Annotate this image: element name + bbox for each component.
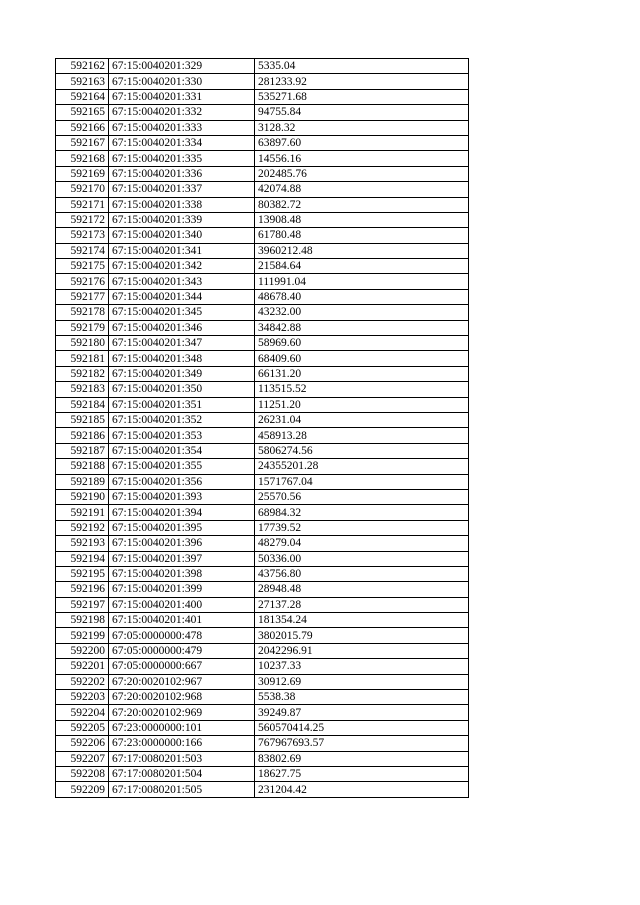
row-number-cell: 592190 xyxy=(56,489,109,504)
table-row xyxy=(56,397,469,412)
table-row xyxy=(56,59,469,74)
row-number-cell: 592184 xyxy=(56,397,109,412)
cadastral-number-cell: 67:20:0020102:969 xyxy=(109,705,255,720)
table-row xyxy=(56,212,469,227)
table-row xyxy=(56,674,469,689)
cadastral-number-cell: 67:15:0040201:332 xyxy=(109,105,255,120)
cadastral-number-cell: 67:15:0040201:398 xyxy=(109,566,255,581)
cadastral-number-cell: 67:15:0040201:396 xyxy=(109,536,255,551)
value-cell: 11251.20 xyxy=(255,397,469,412)
cadastral-number-cell: 67:15:0040201:399 xyxy=(109,582,255,597)
row-number-cell: 592166 xyxy=(56,120,109,135)
value-cell: 3802015.79 xyxy=(255,628,469,643)
value-cell: 281233.92 xyxy=(255,74,469,89)
cadastral-number-cell: 67:15:0040201:393 xyxy=(109,489,255,504)
row-number-cell: 592198 xyxy=(56,613,109,628)
table-row xyxy=(56,643,469,658)
cadastral-number-cell: 67:15:0040201:397 xyxy=(109,551,255,566)
cadastral-number-cell: 67:15:0040201:343 xyxy=(109,274,255,289)
row-number-cell: 592164 xyxy=(56,89,109,104)
row-number-cell: 592170 xyxy=(56,182,109,197)
value-cell: 231204.42 xyxy=(255,782,469,797)
row-number-cell: 592169 xyxy=(56,166,109,181)
cadastral-number-cell: 67:15:0040201:344 xyxy=(109,289,255,304)
table-row xyxy=(56,551,469,566)
table-row xyxy=(56,582,469,597)
row-number-cell: 592202 xyxy=(56,674,109,689)
table-row xyxy=(56,443,469,458)
value-cell: 61780.48 xyxy=(255,228,469,243)
value-cell: 113515.52 xyxy=(255,382,469,397)
cadastral-number-cell: 67:15:0040201:353 xyxy=(109,428,255,443)
cadastral-number-cell: 67:15:0040201:354 xyxy=(109,443,255,458)
row-number-cell: 592187 xyxy=(56,443,109,458)
table-row xyxy=(56,520,469,535)
cadastral-number-cell: 67:05:0000000:478 xyxy=(109,628,255,643)
cadastral-number-cell: 67:15:0040201:329 xyxy=(109,59,255,74)
table-row xyxy=(56,751,469,766)
row-number-cell: 592201 xyxy=(56,659,109,674)
cadastral-number-cell: 67:05:0000000:667 xyxy=(109,659,255,674)
cadastral-number-cell: 67:15:0040201:342 xyxy=(109,259,255,274)
row-number-cell: 592207 xyxy=(56,751,109,766)
table-row xyxy=(56,351,469,366)
row-number-cell: 592178 xyxy=(56,305,109,320)
value-cell: 30912.69 xyxy=(255,674,469,689)
table-row xyxy=(56,274,469,289)
value-cell: 68984.32 xyxy=(255,505,469,520)
cadastral-number-cell: 67:15:0040201:338 xyxy=(109,197,255,212)
value-cell: 18627.75 xyxy=(255,766,469,781)
value-cell: 3128.32 xyxy=(255,120,469,135)
value-cell: 68409.60 xyxy=(255,351,469,366)
value-cell: 202485.76 xyxy=(255,166,469,181)
value-cell: 458913.28 xyxy=(255,428,469,443)
cadastral-number-cell: 67:15:0040201:400 xyxy=(109,597,255,612)
table-row xyxy=(56,259,469,274)
table-row xyxy=(56,690,469,705)
cadastral-number-cell: 67:20:0020102:967 xyxy=(109,674,255,689)
value-cell: 94755.84 xyxy=(255,105,469,120)
table-row xyxy=(56,243,469,258)
cadastral-number-cell: 67:20:0020102:968 xyxy=(109,690,255,705)
value-cell: 66131.20 xyxy=(255,366,469,381)
value-cell: 181354.24 xyxy=(255,613,469,628)
value-cell: 24355201.28 xyxy=(255,459,469,474)
value-cell: 767967693.57 xyxy=(255,736,469,751)
table-row xyxy=(56,505,469,520)
table-row xyxy=(56,228,469,243)
cadastral-value-table xyxy=(55,58,469,798)
cadastral-number-cell: 67:15:0040201:349 xyxy=(109,366,255,381)
table-row xyxy=(56,489,469,504)
table-body xyxy=(56,59,469,798)
value-cell: 28948.48 xyxy=(255,582,469,597)
cadastral-number-cell: 67:17:0080201:503 xyxy=(109,751,255,766)
row-number-cell: 592203 xyxy=(56,690,109,705)
cadastral-number-cell: 67:17:0080201:504 xyxy=(109,766,255,781)
table-row xyxy=(56,135,469,150)
cadastral-number-cell: 67:15:0040201:352 xyxy=(109,412,255,427)
cadastral-number-cell: 67:15:0040201:341 xyxy=(109,243,255,258)
row-number-cell: 592177 xyxy=(56,289,109,304)
table-row xyxy=(56,766,469,781)
table-row xyxy=(56,305,469,320)
table-row xyxy=(56,705,469,720)
table-row xyxy=(56,613,469,628)
table-row xyxy=(56,736,469,751)
value-cell: 5335.04 xyxy=(255,59,469,74)
row-number-cell: 592176 xyxy=(56,274,109,289)
cadastral-number-cell: 67:23:0000000:101 xyxy=(109,720,255,735)
cadastral-number-cell: 67:15:0040201:351 xyxy=(109,397,255,412)
row-number-cell: 592167 xyxy=(56,135,109,150)
row-number-cell: 592191 xyxy=(56,505,109,520)
row-number-cell: 592180 xyxy=(56,336,109,351)
cadastral-number-cell: 67:15:0040201:336 xyxy=(109,166,255,181)
cadastral-number-cell: 67:15:0040201:337 xyxy=(109,182,255,197)
cadastral-number-cell: 67:15:0040201:331 xyxy=(109,89,255,104)
value-cell: 80382.72 xyxy=(255,197,469,212)
row-number-cell: 592194 xyxy=(56,551,109,566)
cadastral-number-cell: 67:15:0040201:334 xyxy=(109,135,255,150)
row-number-cell: 592162 xyxy=(56,59,109,74)
table-row xyxy=(56,166,469,181)
table-row xyxy=(56,197,469,212)
value-cell: 14556.16 xyxy=(255,151,469,166)
row-number-cell: 592192 xyxy=(56,520,109,535)
value-cell: 63897.60 xyxy=(255,135,469,150)
cadastral-number-cell: 67:15:0040201:401 xyxy=(109,613,255,628)
table-row xyxy=(56,459,469,474)
value-cell: 10237.33 xyxy=(255,659,469,674)
table-row xyxy=(56,566,469,581)
cadastral-number-cell: 67:15:0040201:394 xyxy=(109,505,255,520)
cadastral-number-cell: 67:15:0040201:333 xyxy=(109,120,255,135)
row-number-cell: 592186 xyxy=(56,428,109,443)
value-cell: 48279.04 xyxy=(255,536,469,551)
row-number-cell: 592183 xyxy=(56,382,109,397)
table-row xyxy=(56,74,469,89)
row-number-cell: 592168 xyxy=(56,151,109,166)
table-row xyxy=(56,120,469,135)
table-row xyxy=(56,428,469,443)
value-cell: 5538.38 xyxy=(255,690,469,705)
cadastral-number-cell: 67:15:0040201:355 xyxy=(109,459,255,474)
row-number-cell: 592193 xyxy=(56,536,109,551)
row-number-cell: 592165 xyxy=(56,105,109,120)
value-cell: 17739.52 xyxy=(255,520,469,535)
value-cell: 43756.80 xyxy=(255,566,469,581)
cadastral-number-cell: 67:15:0040201:356 xyxy=(109,474,255,489)
value-cell: 535271.68 xyxy=(255,89,469,104)
table-row xyxy=(56,720,469,735)
table-row xyxy=(56,320,469,335)
value-cell: 34842.88 xyxy=(255,320,469,335)
value-cell: 48678.40 xyxy=(255,289,469,304)
table-row xyxy=(56,105,469,120)
row-number-cell: 592195 xyxy=(56,566,109,581)
row-number-cell: 592189 xyxy=(56,474,109,489)
table-row xyxy=(56,412,469,427)
row-number-cell: 592185 xyxy=(56,412,109,427)
cadastral-number-cell: 67:23:0000000:166 xyxy=(109,736,255,751)
table-row xyxy=(56,782,469,797)
table-row xyxy=(56,659,469,674)
value-cell: 2042296.91 xyxy=(255,643,469,658)
value-cell: 1571767.04 xyxy=(255,474,469,489)
value-cell: 5806274.56 xyxy=(255,443,469,458)
cadastral-number-cell: 67:15:0040201:346 xyxy=(109,320,255,335)
value-cell: 111991.04 xyxy=(255,274,469,289)
row-number-cell: 592181 xyxy=(56,351,109,366)
value-cell: 560570414.25 xyxy=(255,720,469,735)
table-row xyxy=(56,89,469,104)
value-cell: 83802.69 xyxy=(255,751,469,766)
row-number-cell: 592174 xyxy=(56,243,109,258)
table-row xyxy=(56,182,469,197)
value-cell: 39249.87 xyxy=(255,705,469,720)
value-cell: 21584.64 xyxy=(255,259,469,274)
cadastral-number-cell: 67:15:0040201:330 xyxy=(109,74,255,89)
row-number-cell: 592172 xyxy=(56,212,109,227)
row-number-cell: 592197 xyxy=(56,597,109,612)
value-cell: 25570.56 xyxy=(255,489,469,504)
cadastral-number-cell: 67:15:0040201:395 xyxy=(109,520,255,535)
cadastral-number-cell: 67:15:0040201:345 xyxy=(109,305,255,320)
row-number-cell: 592173 xyxy=(56,228,109,243)
cadastral-number-cell: 67:15:0040201:339 xyxy=(109,212,255,227)
value-cell: 50336.00 xyxy=(255,551,469,566)
table-row xyxy=(56,597,469,612)
row-number-cell: 592204 xyxy=(56,705,109,720)
cadastral-number-cell: 67:17:0080201:505 xyxy=(109,782,255,797)
cadastral-number-cell: 67:15:0040201:347 xyxy=(109,336,255,351)
value-cell: 42074.88 xyxy=(255,182,469,197)
value-cell: 26231.04 xyxy=(255,412,469,427)
table-row xyxy=(56,151,469,166)
value-cell: 13908.48 xyxy=(255,212,469,227)
row-number-cell: 592205 xyxy=(56,720,109,735)
row-number-cell: 592188 xyxy=(56,459,109,474)
row-number-cell: 592163 xyxy=(56,74,109,89)
cadastral-number-cell: 67:15:0040201:335 xyxy=(109,151,255,166)
table-row xyxy=(56,474,469,489)
table-row xyxy=(56,628,469,643)
cadastral-number-cell: 67:05:0000000:479 xyxy=(109,643,255,658)
table-row xyxy=(56,289,469,304)
table-row xyxy=(56,536,469,551)
row-number-cell: 592179 xyxy=(56,320,109,335)
row-number-cell: 592200 xyxy=(56,643,109,658)
row-number-cell: 592208 xyxy=(56,766,109,781)
table-row xyxy=(56,382,469,397)
table-row xyxy=(56,336,469,351)
row-number-cell: 592196 xyxy=(56,582,109,597)
row-number-cell: 592175 xyxy=(56,259,109,274)
row-number-cell: 592206 xyxy=(56,736,109,751)
row-number-cell: 592171 xyxy=(56,197,109,212)
table-row xyxy=(56,366,469,381)
cadastral-number-cell: 67:15:0040201:340 xyxy=(109,228,255,243)
value-cell: 3960212.48 xyxy=(255,243,469,258)
row-number-cell: 592209 xyxy=(56,782,109,797)
row-number-cell: 592199 xyxy=(56,628,109,643)
value-cell: 27137.28 xyxy=(255,597,469,612)
row-number-cell: 592182 xyxy=(56,366,109,381)
cadastral-number-cell: 67:15:0040201:348 xyxy=(109,351,255,366)
value-cell: 43232.00 xyxy=(255,305,469,320)
cadastral-number-cell: 67:15:0040201:350 xyxy=(109,382,255,397)
value-cell: 58969.60 xyxy=(255,336,469,351)
